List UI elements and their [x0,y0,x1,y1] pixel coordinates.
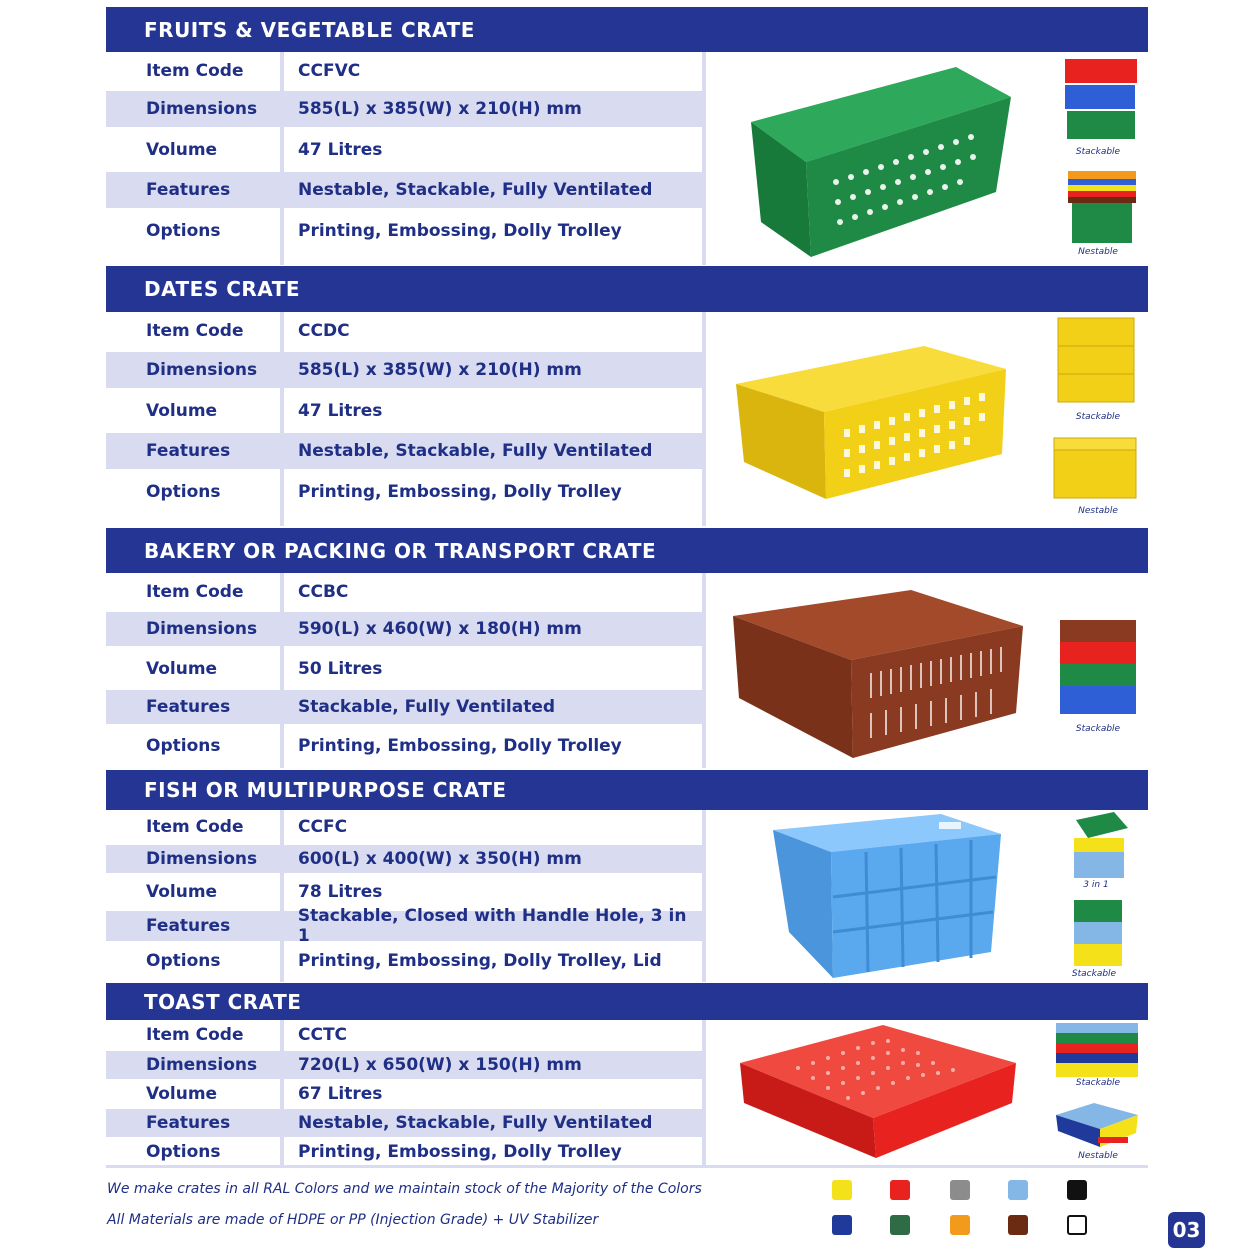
color-swatch [832,1215,852,1235]
row-features [106,1109,704,1137]
label-features: Features [146,1113,231,1133]
value-item-code: CCFVC [298,61,361,81]
row-volume [106,875,704,909]
value-features: Nestable, Stackable, Fully Ventilated [298,441,653,461]
label-volume: Volume [146,401,218,421]
nestable-thumbnail [1052,436,1138,500]
color-swatch [890,1180,910,1200]
row-features [106,433,704,469]
value-dimensions: 585(L) x 385(W) x 210(H) mm [298,360,582,380]
value-features: Nestable, Stackable, Fully Ventilated [298,180,653,200]
row-options [106,472,704,512]
row-item-code [106,810,704,844]
row-item-code [106,52,704,90]
stackable-thumbnail [1058,618,1138,716]
stackable-caption: Stackable [1075,1078,1121,1088]
row-volume [106,649,704,689]
nestable-thumbnail [1066,169,1138,245]
row-dimensions [106,845,704,873]
color-swatch [950,1215,970,1235]
label-options: Options [146,221,221,241]
label-features: Features [146,441,231,461]
color-swatch [1067,1180,1087,1200]
section-bakery-crate [106,528,1148,768]
value-dimensions: 590(L) x 460(W) x 180(H) mm [298,619,582,639]
row-options [106,726,704,766]
value-item-code: CCTC [298,1025,348,1045]
stackable-caption: Stackable [1071,969,1117,979]
value-options: Printing, Embossing, Dolly Trolley [298,1141,622,1162]
value-options: Printing, Embossing, Dolly Trolley [298,736,622,756]
label-options: Options [146,951,221,971]
materials-note: All Materials are made of HDPE or PP (Injection Grade) + UV Stabilizer [107,1212,599,1228]
label-dimensions: Dimensions [146,619,258,639]
nestable-thumbnail [1054,1101,1140,1151]
label-options: Options [146,736,221,756]
color-swatch [890,1215,910,1235]
value-options: Printing, Embossing, Dolly Trolley, Lid [298,951,662,971]
stackable-caption: Stackable [1075,412,1121,422]
row-dimensions [106,91,704,127]
nestable-caption: Nestable [1078,1151,1118,1161]
section-title: FRUITS & VEGETABLE CRATE [106,7,1148,52]
value-volume: 47 Litres [298,140,383,160]
label-volume: Volume [146,659,218,679]
crate-image [738,1023,1020,1163]
row-item-code [106,573,704,611]
label-options: Options [146,1141,221,1162]
value-volume: 50 Litres [298,659,383,679]
crate-image [746,62,1016,262]
row-options [106,943,704,979]
label-dimensions: Dimensions [146,1055,258,1075]
section-title: TOAST CRATE [106,983,1148,1020]
section-toast-crate [106,983,1148,1165]
label-item-code: Item Code [146,817,244,837]
row-dimensions [106,612,704,646]
row-dimensions [106,1051,704,1079]
value-volume: 47 Litres [298,401,383,421]
label-item-code: Item Code [146,61,244,81]
crate-image [771,812,1003,980]
3in1-thumbnail [1070,810,1130,880]
colors-note: We make crates in all RAL Colors and we maintain stock of the Majority of the Colors [107,1181,702,1197]
label-dimensions: Dimensions [146,360,258,380]
label-dimensions: Dimensions [146,99,258,119]
section-title: FISH OR MULTIPURPOSE CRATE [106,770,1148,810]
color-swatch [832,1180,852,1200]
section-dates-crate [106,266,1148,526]
row-features [106,690,704,724]
value-features: Stackable, Fully Ventilated [298,697,556,717]
row-options [106,1138,704,1165]
page-number: 03 [1168,1212,1205,1248]
value-item-code: CCBC [298,582,349,602]
label-dimensions: Dimensions [146,849,258,869]
label-features: Features [146,180,231,200]
divider-line [106,1165,1148,1168]
value-item-code: CCFC [298,817,348,837]
stackable-thumbnail [1061,57,1141,142]
row-options [106,211,704,251]
row-volume [106,1080,704,1108]
value-dimensions: 600(L) x 400(W) x 350(H) mm [298,849,582,869]
row-item-code [106,312,704,350]
color-swatch [1008,1180,1028,1200]
3in1-caption: 3 in 1 [1083,880,1109,890]
value-dimensions: 585(L) x 385(W) x 210(H) mm [298,99,582,119]
stackable-thumbnail [1072,898,1124,968]
stackable-caption: Stackable [1075,724,1121,734]
label-volume: Volume [146,882,218,902]
label-options: Options [146,482,221,502]
crate-image [734,344,1009,502]
value-dimensions: 720(L) x 650(W) x 150(H) mm [298,1055,582,1075]
color-swatch [1067,1215,1087,1235]
value-options: Printing, Embossing, Dolly Trolley [298,221,622,241]
stackable-caption: Stackable [1075,147,1121,157]
label-item-code: Item Code [146,582,244,602]
nestable-caption: Nestable [1078,506,1118,516]
label-features: Features [146,916,231,936]
value-item-code: CCDC [298,321,350,341]
row-features [106,906,704,946]
label-volume: Volume [146,140,218,160]
label-volume: Volume [146,1084,218,1104]
stackable-thumbnail [1054,316,1138,404]
value-volume: 78 Litres [298,882,383,902]
row-features [106,172,704,208]
value-options: Printing, Embossing, Dolly Trolley [298,482,622,502]
section-title: DATES CRATE [106,266,1148,312]
row-volume [106,391,704,431]
nestable-caption: Nestable [1078,247,1118,257]
label-item-code: Item Code [146,321,244,341]
section-fruits-vegetable-crate [106,7,1148,265]
label-item-code: Item Code [146,1025,244,1045]
row-dimensions [106,352,704,388]
color-swatch [950,1180,970,1200]
row-item-code [106,1020,704,1050]
value-features: Nestable, Stackable, Fully Ventilated [298,1113,653,1133]
crate-image [731,588,1026,760]
value-volume: 67 Litres [298,1084,383,1104]
stackable-thumbnail [1054,1021,1140,1079]
label-features: Features [146,697,231,717]
color-swatch [1008,1215,1028,1235]
value-features: Stackable, Closed with Handle Hole, 3 in 1 [297,906,687,946]
row-volume [106,131,704,169]
section-fish-crate [106,770,1148,982]
section-title: BAKERY OR PACKING OR TRANSPORT CRATE [106,528,1148,573]
